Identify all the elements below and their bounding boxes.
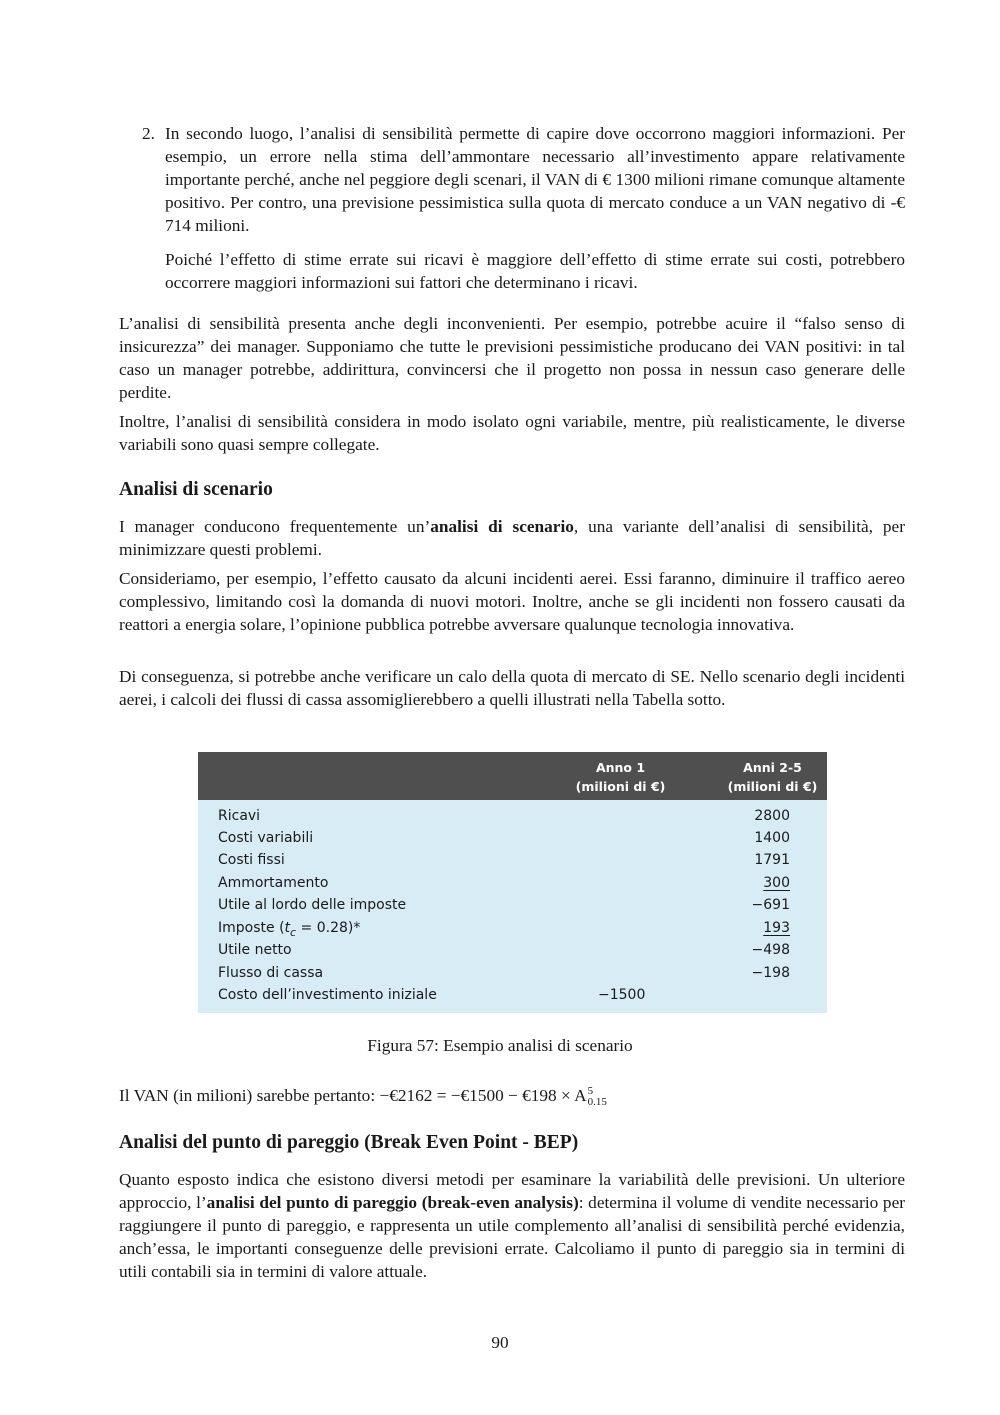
table-row [198,873,827,895]
paragraph-conseguenza: Di conseguenza, si potrebbe anche verificare un calo della quota di mercato di SE. Nello scenario degli incidenti aerei, i calcoli dei flussi di cassa assomiglierebbero a quelli illustrati nella Tabella sotto. [119,667,905,709]
paragraph-scenario-intro: I manager conducono frequentemente un’analisi di scenario, una variante dell’analisi di sensibilità, per minimizzare questi problemi. [119,517,905,559]
table-row [198,963,827,985]
row-label: Costo dell’investimento iniziale [218,987,437,1003]
row-label: Ricavi [218,808,261,824]
list-number: 2. [142,124,155,143]
row-value: 2800 [754,808,790,824]
table-row [198,985,827,1007]
paragraph-inconvenienti: L’analisi di sensibilità presenta anche degli inconvenienti. Per esempio, potrebbe acuire il “falso senso di insicurezza” dei manager. Supponiamo che tutte le previsioni pessimistiche producano dei VAN positivi: in tal caso un manager potrebbe, addirittura, convincersi che il progetto non possa in nessun caso generare delle perdite. [119,314,905,402]
page-number: 90 [491,1333,509,1352]
row-label: Costi fissi [218,852,285,868]
row-label: Utile al lordo delle imposte [218,897,407,913]
row-value: −198 [751,965,790,981]
row-label: Imposte $(t_c = 0.28)*$ [218,920,361,939]
list-item-paragraph-2: Poiché l’effetto di stime errate sui ricavi è maggiore dell’effetto di stime errate sui costi, potrebbero occorrere maggiori informazioni sui fattori che determinano i ricavi. [165,250,905,292]
row-value: 193 [763,920,790,936]
row-value: −691 [751,897,790,913]
row-value: −498 [751,942,790,958]
row-label: Flusso di cassa [218,965,324,981]
row-label: Costi variabili [218,830,314,846]
table-row [198,895,827,917]
table-row [198,806,827,828]
table-row [198,940,827,962]
paragraph-incidenti: Consideriamo, per esempio, l’effetto causato da alcuni incidenti aerei. Essi faranno, diminuire il traffico aereo complessivo, limitando così la domanda di nuovi motori. Inoltre, anche se gli incidenti non fossero causati da reattori a energia solare, l’opinione pubblica potrebbe avversare qualunque tecnologia innovativa. [119,569,905,634]
row-value: 1791 [754,852,790,868]
figure-caption: Figura 57: Esempio analisi di scenario [367,1036,633,1055]
row-label: Ammortamento [218,875,329,891]
paragraph-bep: Quanto esposto indica che esistono diversi metodi per esaminare la variabilità delle previsioni. Un ulteriore approccio, l’analisi del punto di pareggio (break-even analysis): determina il volume di vendite necessario per raggiungere il punto di pareggio, e rappresenta un utile complemento all’analisi di sensibilità perché evidenzia, anch’essa, le importanti conseguenze delle previsioni errate. Calcoliamo il punto di pareggio sia in termini di utili contabili sia in termini di valore attuale. [119,1170,905,1281]
van-formula: Il VAN (in milioni) sarebbe pertanto: −€2162 = −€1500 − €198 × A 5 0.15 [119,1085,607,1109]
list-item-paragraph: In secondo luogo, l’analisi di sensibilità permette di capire dove occorrono maggiori informazioni. Per esempio, un errore nella stima dell’ammontare necessario all’investimento appare relativamente importante perché, anche nel peggiore degli scenari, il VAN di € 1300 milioni rimane comunque altamente positivo. Per contro, una previsione pessimistica sulla quota di mercato conduce a un VAN negativo di -€ 714 milioni. [165,124,905,235]
row-value-anno1: −1500 [598,987,646,1003]
header-anno1: Anno 1 (milioni di €) [575,760,666,794]
scenario-table [198,752,827,1013]
row-label: Utile netto [218,942,292,958]
section-title-scenario: Analisi di scenario [119,479,273,500]
table-header [198,752,827,800]
section-title-bep: Analisi del punto di pareggio (Break Even Point - BEP) [119,1132,579,1153]
paragraph-inoltre: Inoltre, l’analisi di sensibilità considera in modo isolato ogni variabile, mentre, più realisticamente, le diverse variabili sono quasi sempre collegate. [119,412,905,454]
row-value: 1400 [754,830,790,846]
table-row [198,828,827,850]
row-value: 300 [763,875,790,891]
table-row [198,850,827,872]
header-anni2-5: Anni 2-5 (milioni di €) [727,760,818,794]
table-row [198,918,827,940]
